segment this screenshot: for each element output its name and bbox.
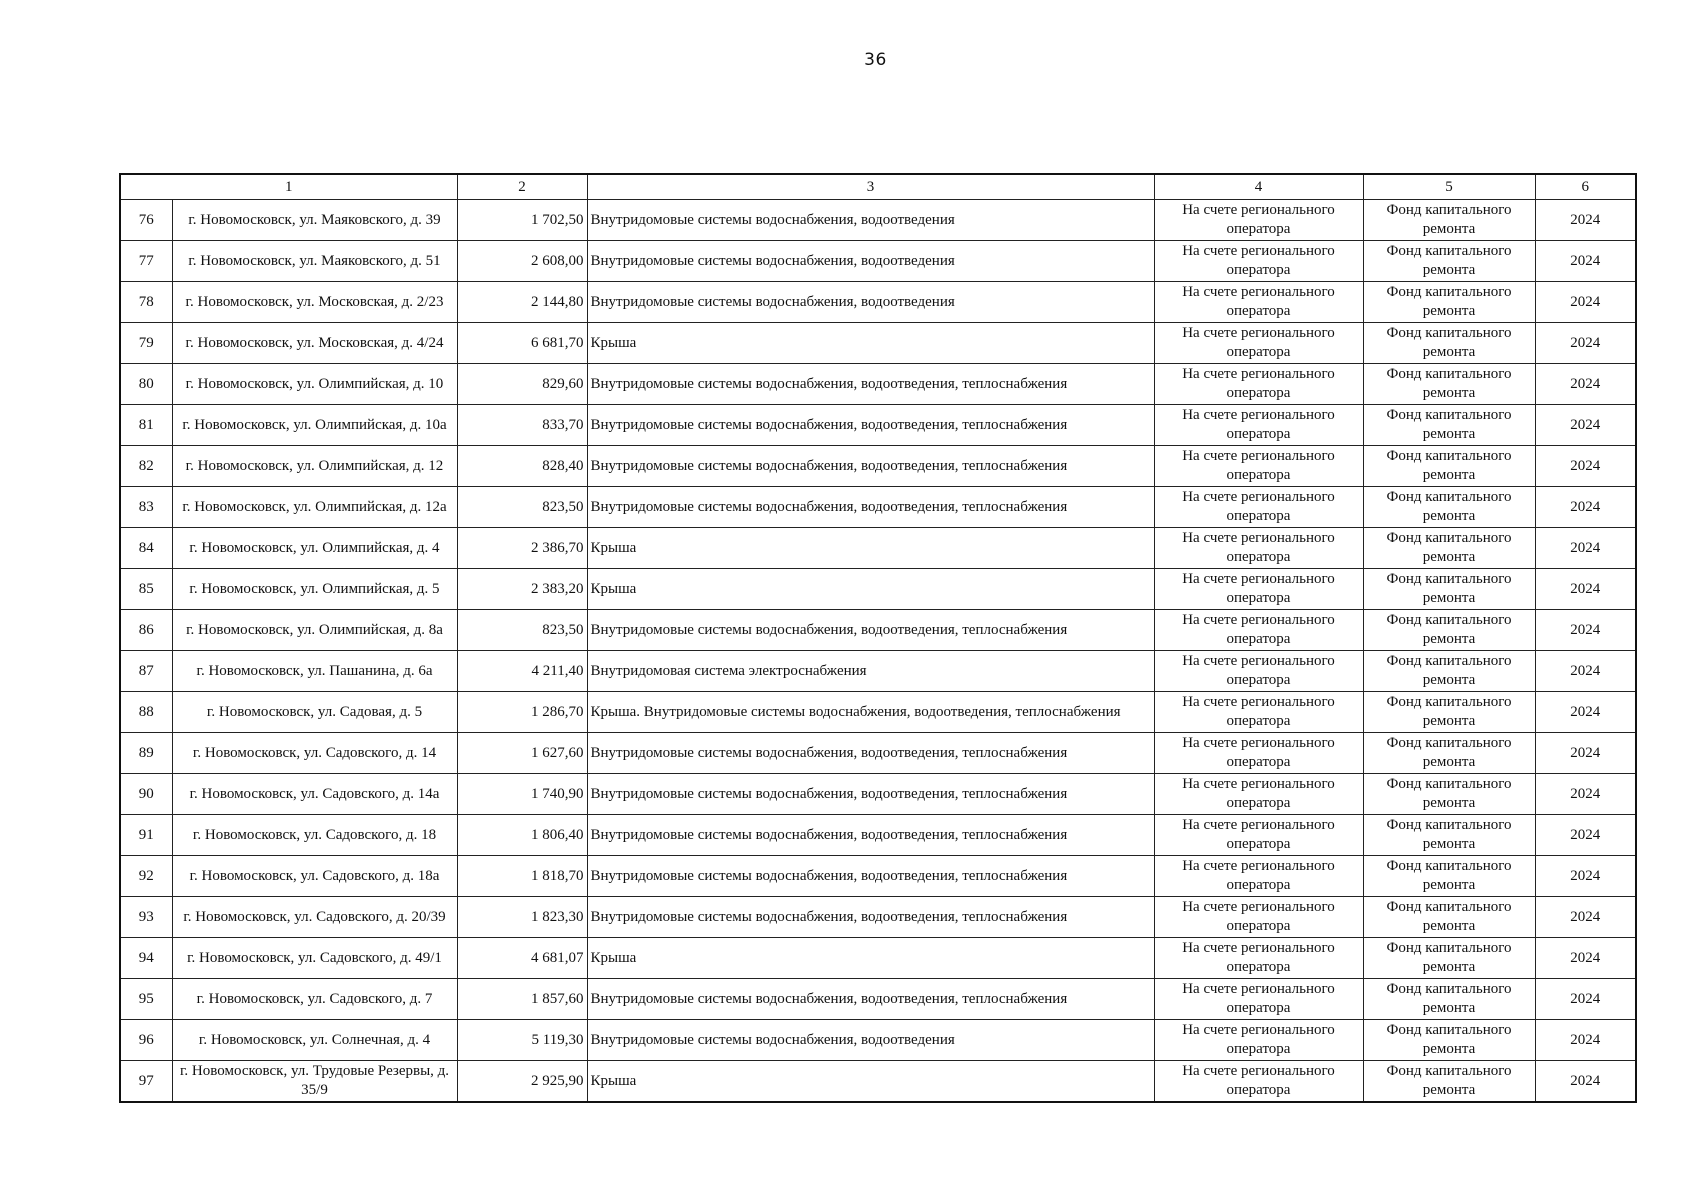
funding-source-cell: Фонд капитального ремонта	[1363, 1020, 1535, 1061]
address-cell: г. Новомосковск, ул. Садовского, д. 18а	[172, 856, 457, 897]
year-cell: 2024	[1535, 282, 1636, 323]
row-number: 85	[120, 569, 172, 610]
table-row	[120, 938, 1636, 979]
table-row	[120, 610, 1636, 651]
funding-source-cell: Фонд капитального ремонта	[1363, 528, 1535, 569]
table-row	[120, 856, 1636, 897]
funding-source-cell: Фонд капитального ремонта	[1363, 446, 1535, 487]
account-cell: На счете регионального оператора	[1154, 487, 1363, 528]
cost-cell: 4 211,40	[457, 651, 587, 692]
cost-cell: 2 925,90	[457, 1061, 587, 1103]
row-number: 84	[120, 528, 172, 569]
table-row	[120, 528, 1636, 569]
year-cell: 2024	[1535, 733, 1636, 774]
cost-cell: 2 144,80	[457, 282, 587, 323]
address-cell: г. Новомосковск, ул. Олимпийская, д. 4	[172, 528, 457, 569]
account-cell: На счете регионального оператора	[1154, 610, 1363, 651]
funding-source-cell: Фонд капитального ремонта	[1363, 979, 1535, 1020]
funding-source-cell: Фонд капитального ремонта	[1363, 569, 1535, 610]
row-number: 93	[120, 897, 172, 938]
column-number-row	[120, 174, 1636, 200]
address-cell: г. Новомосковск, ул. Московская, д. 4/24	[172, 323, 457, 364]
table-row	[120, 241, 1636, 282]
work-type-cell: Внутридомовые системы водоснабжения, водоотведения, теплоснабжения	[587, 610, 1154, 651]
table-row	[120, 979, 1636, 1020]
repair-program-table	[119, 173, 1637, 1103]
address-cell: г. Новомосковск, ул. Олимпийская, д. 8а	[172, 610, 457, 651]
row-number: 81	[120, 405, 172, 446]
table-row	[120, 897, 1636, 938]
funding-source-cell: Фонд капитального ремонта	[1363, 815, 1535, 856]
table-row	[120, 323, 1636, 364]
work-type-cell: Внутридомовые системы водоснабжения, водоотведения, теплоснабжения	[587, 815, 1154, 856]
year-cell: 2024	[1535, 364, 1636, 405]
cost-cell: 1 857,60	[457, 979, 587, 1020]
table-row	[120, 569, 1636, 610]
work-type-cell: Внутридомовые системы водоснабжения, водоотведения, теплоснабжения	[587, 774, 1154, 815]
row-number: 94	[120, 938, 172, 979]
funding-source-cell: Фонд капитального ремонта	[1363, 692, 1535, 733]
year-cell: 2024	[1535, 446, 1636, 487]
row-number: 80	[120, 364, 172, 405]
cost-cell: 823,50	[457, 610, 587, 651]
address-cell: г. Новомосковск, ул. Садовского, д. 20/39	[172, 897, 457, 938]
address-cell: г. Новомосковск, ул. Садовского, д. 49/1	[172, 938, 457, 979]
column-header-2: 2	[457, 174, 587, 200]
address-cell: г. Новомосковск, ул. Садовского, д. 7	[172, 979, 457, 1020]
row-number: 76	[120, 200, 172, 241]
row-number: 87	[120, 651, 172, 692]
work-type-cell: Крыша	[587, 569, 1154, 610]
year-cell: 2024	[1535, 938, 1636, 979]
account-cell: На счете регионального оператора	[1154, 241, 1363, 282]
row-number: 77	[120, 241, 172, 282]
funding-source-cell: Фонд капитального ремонта	[1363, 897, 1535, 938]
account-cell: На счете регионального оператора	[1154, 897, 1363, 938]
account-cell: На счете регионального оператора	[1154, 446, 1363, 487]
cost-cell: 1 627,60	[457, 733, 587, 774]
address-cell: г. Новомосковск, ул. Олимпийская, д. 10	[172, 364, 457, 405]
year-cell: 2024	[1535, 487, 1636, 528]
account-cell: На счете регионального оператора	[1154, 692, 1363, 733]
cost-cell: 1 702,50	[457, 200, 587, 241]
work-type-cell: Крыша	[587, 323, 1154, 364]
year-cell: 2024	[1535, 200, 1636, 241]
address-cell: г. Новомосковск, ул. Олимпийская, д. 12	[172, 446, 457, 487]
account-cell: На счете регионального оператора	[1154, 733, 1363, 774]
work-type-cell: Внутридомовые системы водоснабжения, водоотведения	[587, 282, 1154, 323]
account-cell: На счете регионального оператора	[1154, 323, 1363, 364]
account-cell: На счете регионального оператора	[1154, 815, 1363, 856]
address-cell: г. Новомосковск, ул. Маяковского, д. 39	[172, 200, 457, 241]
cost-cell: 1 740,90	[457, 774, 587, 815]
year-cell: 2024	[1535, 569, 1636, 610]
cost-cell: 2 608,00	[457, 241, 587, 282]
year-cell: 2024	[1535, 856, 1636, 897]
year-cell: 2024	[1535, 241, 1636, 282]
funding-source-cell: Фонд капитального ремонта	[1363, 651, 1535, 692]
column-header-4: 4	[1154, 174, 1363, 200]
table-row	[120, 692, 1636, 733]
work-type-cell: Крыша	[587, 1061, 1154, 1103]
work-type-cell: Внутридомовые системы водоснабжения, водоотведения	[587, 1020, 1154, 1061]
funding-source-cell: Фонд капитального ремонта	[1363, 1061, 1535, 1103]
year-cell: 2024	[1535, 815, 1636, 856]
funding-source-cell: Фонд капитального ремонта	[1363, 938, 1535, 979]
cost-cell: 829,60	[457, 364, 587, 405]
year-cell: 2024	[1535, 323, 1636, 364]
table-row	[120, 815, 1636, 856]
account-cell: На счете регионального оператора	[1154, 1061, 1363, 1103]
table-body	[120, 200, 1636, 1103]
funding-source-cell: Фонд капитального ремонта	[1363, 200, 1535, 241]
row-number: 91	[120, 815, 172, 856]
account-cell: На счете регионального оператора	[1154, 282, 1363, 323]
year-cell: 2024	[1535, 1020, 1636, 1061]
address-cell: г. Новомосковск, ул. Олимпийская, д. 5	[172, 569, 457, 610]
work-type-cell: Внутридомовые системы водоснабжения, водоотведения, теплоснабжения	[587, 979, 1154, 1020]
table-row	[120, 405, 1636, 446]
address-cell: г. Новомосковск, ул. Садовая, д. 5	[172, 692, 457, 733]
account-cell: На счете регионального оператора	[1154, 364, 1363, 405]
year-cell: 2024	[1535, 610, 1636, 651]
address-cell: г. Новомосковск, ул. Трудовые Резервы, д. 35/9	[172, 1061, 457, 1103]
row-number: 82	[120, 446, 172, 487]
account-cell: На счете регионального оператора	[1154, 774, 1363, 815]
year-cell: 2024	[1535, 405, 1636, 446]
table-row	[120, 1020, 1636, 1061]
cost-cell: 6 681,70	[457, 323, 587, 364]
funding-source-cell: Фонд капитального ремонта	[1363, 282, 1535, 323]
funding-source-cell: Фонд капитального ремонта	[1363, 733, 1535, 774]
row-number: 83	[120, 487, 172, 528]
year-cell: 2024	[1535, 528, 1636, 569]
work-type-cell: Внутридомовые системы водоснабжения, водоотведения, теплоснабжения	[587, 856, 1154, 897]
year-cell: 2024	[1535, 774, 1636, 815]
work-type-cell: Внутридомовая система электроснабжения	[587, 651, 1154, 692]
column-header-5: 5	[1363, 174, 1535, 200]
row-number: 96	[120, 1020, 172, 1061]
account-cell: На счете регионального оператора	[1154, 405, 1363, 446]
row-number: 86	[120, 610, 172, 651]
funding-source-cell: Фонд капитального ремонта	[1363, 856, 1535, 897]
row-number: 89	[120, 733, 172, 774]
work-type-cell: Внутридомовые системы водоснабжения, водоотведения, теплоснабжения	[587, 446, 1154, 487]
page-number: 36	[864, 50, 887, 70]
cost-cell: 1 806,40	[457, 815, 587, 856]
work-type-cell: Крыша	[587, 528, 1154, 569]
table-row	[120, 774, 1636, 815]
cost-cell: 833,70	[457, 405, 587, 446]
funding-source-cell: Фонд капитального ремонта	[1363, 364, 1535, 405]
address-cell: г. Новомосковск, ул. Олимпийская, д. 10а	[172, 405, 457, 446]
work-type-cell: Внутридомовые системы водоснабжения, водоотведения	[587, 200, 1154, 241]
row-number: 92	[120, 856, 172, 897]
account-cell: На счете регионального оператора	[1154, 200, 1363, 241]
funding-source-cell: Фонд капитального ремонта	[1363, 487, 1535, 528]
work-type-cell: Крыша	[587, 938, 1154, 979]
year-cell: 2024	[1535, 692, 1636, 733]
table-row	[120, 651, 1636, 692]
row-number: 95	[120, 979, 172, 1020]
account-cell: На счете регионального оператора	[1154, 856, 1363, 897]
year-cell: 2024	[1535, 979, 1636, 1020]
address-cell: г. Новомосковск, ул. Садовского, д. 18	[172, 815, 457, 856]
address-cell: г. Новомосковск, ул. Олимпийская, д. 12а	[172, 487, 457, 528]
address-cell: г. Новомосковск, ул. Маяковского, д. 51	[172, 241, 457, 282]
account-cell: На счете регионального оператора	[1154, 569, 1363, 610]
funding-source-cell: Фонд капитального ремонта	[1363, 405, 1535, 446]
address-cell: г. Новомосковск, ул. Пашанина, д. 6а	[172, 651, 457, 692]
cost-cell: 828,40	[457, 446, 587, 487]
account-cell: На счете регионального оператора	[1154, 938, 1363, 979]
funding-source-cell: Фонд капитального ремонта	[1363, 610, 1535, 651]
address-cell: г. Новомосковск, ул. Садовского, д. 14	[172, 733, 457, 774]
table-row	[120, 487, 1636, 528]
address-cell: г. Новомосковск, ул. Московская, д. 2/23	[172, 282, 457, 323]
cost-cell: 1 823,30	[457, 897, 587, 938]
work-type-cell: Крыша. Внутридомовые системы водоснабжения, водоотведения, теплоснабжения	[587, 692, 1154, 733]
table-row	[120, 733, 1636, 774]
year-cell: 2024	[1535, 897, 1636, 938]
address-cell: г. Новомосковск, ул. Садовского, д. 14а	[172, 774, 457, 815]
table-row	[120, 200, 1636, 241]
address-cell: г. Новомосковск, ул. Солнечная, д. 4	[172, 1020, 457, 1061]
column-header-3: 3	[587, 174, 1154, 200]
work-type-cell: Внутридомовые системы водоснабжения, водоотведения, теплоснабжения	[587, 487, 1154, 528]
table-row	[120, 1061, 1636, 1103]
row-number: 88	[120, 692, 172, 733]
account-cell: На счете регионального оператора	[1154, 979, 1363, 1020]
row-number: 78	[120, 282, 172, 323]
cost-cell: 5 119,30	[457, 1020, 587, 1061]
table-row	[120, 364, 1636, 405]
year-cell: 2024	[1535, 1061, 1636, 1103]
work-type-cell: Внутридомовые системы водоснабжения, водоотведения, теплоснабжения	[587, 364, 1154, 405]
work-type-cell: Внутридомовые системы водоснабжения, водоотведения, теплоснабжения	[587, 733, 1154, 774]
row-number: 79	[120, 323, 172, 364]
account-cell: На счете регионального оператора	[1154, 528, 1363, 569]
row-number: 97	[120, 1061, 172, 1103]
column-header-6: 6	[1535, 174, 1636, 200]
cost-cell: 4 681,07	[457, 938, 587, 979]
work-type-cell: Внутридомовые системы водоснабжения, водоотведения	[587, 241, 1154, 282]
cost-cell: 823,50	[457, 487, 587, 528]
row-number: 90	[120, 774, 172, 815]
column-header-1: 1	[120, 174, 457, 200]
work-type-cell: Внутридомовые системы водоснабжения, водоотведения, теплоснабжения	[587, 405, 1154, 446]
cost-cell: 2 383,20	[457, 569, 587, 610]
funding-source-cell: Фонд капитального ремонта	[1363, 241, 1535, 282]
account-cell: На счете регионального оператора	[1154, 651, 1363, 692]
funding-source-cell: Фонд капитального ремонта	[1363, 323, 1535, 364]
table-row	[120, 446, 1636, 487]
cost-cell: 2 386,70	[457, 528, 587, 569]
table-row	[120, 282, 1636, 323]
cost-cell: 1 286,70	[457, 692, 587, 733]
funding-source-cell: Фонд капитального ремонта	[1363, 774, 1535, 815]
year-cell: 2024	[1535, 651, 1636, 692]
cost-cell: 1 818,70	[457, 856, 587, 897]
work-type-cell: Внутридомовые системы водоснабжения, водоотведения, теплоснабжения	[587, 897, 1154, 938]
account-cell: На счете регионального оператора	[1154, 1020, 1363, 1061]
